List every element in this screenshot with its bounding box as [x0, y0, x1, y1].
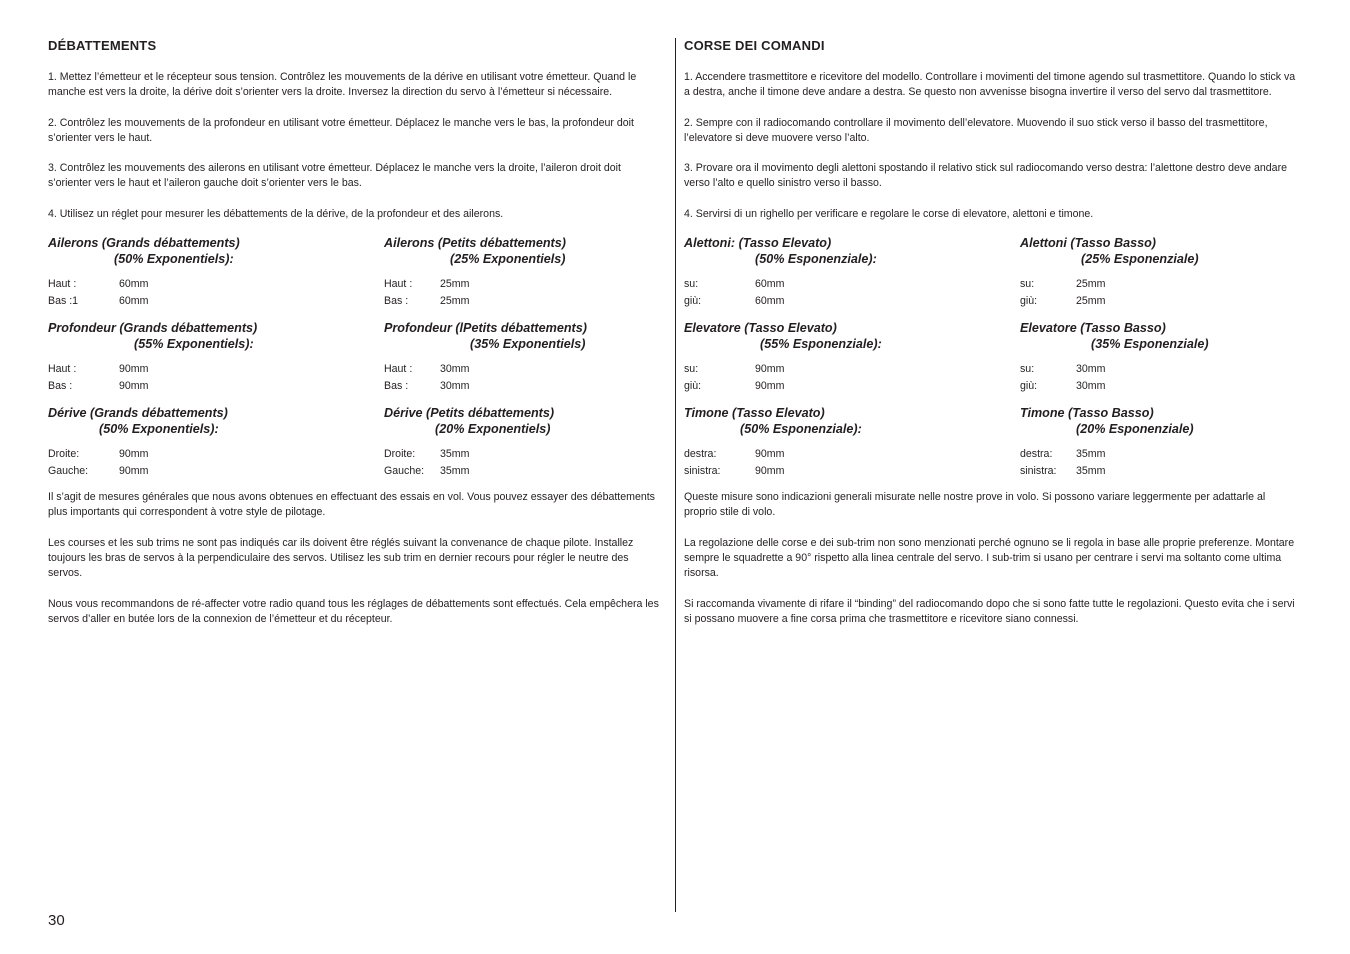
settings-block — [384, 320, 664, 395]
settings-block — [684, 320, 1020, 395]
settings-block — [48, 320, 384, 395]
value-row: Bas :1 60mm — [48, 295, 149, 308]
value-row: Bas : 30mm — [384, 380, 470, 393]
block-title: Alettoni: (Tasso Elevato) (50% Esponenziale): — [684, 236, 877, 267]
paragraph: 3. Provare ora il movimento degli alettoni spostando il relativo stick sul radiocomando verso destra: l’alettone destro deve andare verso l’alto e quello sinistro verso il basso. — [684, 162, 1287, 190]
block-title: Alettoni (Tasso Basso) (25% Esponenziale) — [1020, 236, 1199, 267]
value-row: Haut : 60mm — [48, 278, 149, 291]
value-row: giù: 60mm — [684, 295, 785, 308]
block-title: Ailerons (Grands débattements) (50% Exponentiels): — [48, 236, 240, 267]
settings-block — [1020, 405, 1300, 480]
block-title: Elevatore (Tasso Elevato) (55% Esponenziale): — [684, 321, 882, 352]
value-row: su: 90mm — [684, 363, 785, 376]
value-row: su: 25mm — [1020, 278, 1106, 291]
paragraph: 2. Contrôlez les mouvements de la profondeur en utilisant votre émetteur. Déplacez le manche vers le bas, la profondeur doit s’orienter vers le haut. — [48, 116, 634, 144]
value-row: Gauche: 90mm — [48, 465, 149, 478]
settings-block — [384, 405, 664, 480]
block-title: Profondeur (lPetits débattements) (35% Exponentiels) — [384, 321, 587, 352]
value-row: su: 60mm — [684, 278, 785, 291]
page-number: 30 — [48, 912, 65, 929]
note-paragraph: Queste misure sono indicazioni generali misurate nelle nostre prove in volo. Si possono variare leggermente per adattarle al proprio stile di volo. — [684, 491, 1266, 519]
value-row: destra: 35mm — [1020, 448, 1106, 461]
note-paragraph: Les courses et les sub trims ne sont pas indiqués car ils doivent être réglés suivant la convenance de chaque pilote. Installez toujours les bras de servos à la perpendiculaire des servos. Utilisez les sub trim en dernier recours pour régler le neutre des servos. — [48, 536, 634, 580]
column-french — [48, 38, 663, 642]
block-title: Dérive (Grands débattements) (50% Exponentiels): — [48, 406, 228, 437]
note-paragraph: Nous vous recommandons de ré-affecter votre radio quand tous les réglages de débattements sont effectués. Cela empêchera les servos d’aller en butée lors de la connexion de l’émetteur et du récepteur. — [48, 597, 659, 625]
note-paragraph: Si raccomanda vivamente di rifare il “binding” del radiocomando dopo che si sono fatte tutte le regolazioni. Questo evita che i servi si possano muovere a fine corsa prima che trasmettitore e ricevitore siano connessi. — [684, 597, 1295, 625]
value-row: Haut : 90mm — [48, 363, 149, 376]
value-row: Bas : 25mm — [384, 295, 470, 308]
block-title: Timone (Tasso Elevato) (50% Esponenziale): — [684, 406, 862, 437]
block-title: Profondeur (Grands débattements) (55% Exponentiels): — [48, 321, 258, 352]
block-title: Elevatore (Tasso Basso) (35% Esponenziale) — [1020, 321, 1209, 352]
block-title: Ailerons (Petits débattements) (25% Exponentiels) — [384, 236, 566, 267]
paragraph: 1. Mettez l’émetteur et le récepteur sous tension. Contrôlez les mouvements de la dérive en utilisant votre émetteur. Quand le manche est vers la droite, la dérive doit s’orienter vers la droite. Inversez la direction du servo à l’émetteur si nécessaire. — [48, 71, 637, 99]
value-row: Haut : 30mm — [384, 363, 470, 376]
value-row: Droite: 35mm — [384, 448, 470, 461]
value-row: Bas : 90mm — [48, 380, 149, 393]
section-title: DÉBATTEMENTS — [48, 38, 157, 53]
note-paragraph: Il s’agit de mesures générales que nous avons obtenues en effectuant des essais en vol. Vous pouvez essayer des débattements plus importants qui correspondent à votre style de pilotage. — [48, 491, 655, 519]
paragraph: 3. Contrôlez les mouvements des ailerons en utilisant votre émetteur. Déplacez le manche vers la droite, l’aileron droit doit s’orienter vers le haut et l’aileron gauche doit s’orienter vers le bas. — [48, 162, 621, 190]
value-row: sinistra: 90mm — [684, 465, 785, 478]
paragraph: 4. Utilisez un réglet pour mesurer les débattements de la dérive, de la profondeur et des ailerons. — [48, 207, 504, 220]
settings-block — [684, 235, 1020, 310]
value-row: destra: 90mm — [684, 448, 785, 461]
settings-grid — [48, 235, 663, 490]
paragraph: 1. Accendere trasmettitore e ricevitore del modello. Controllare i movimenti del timone agendo sul trasmettitore. Quando lo stick va a destra, anche il timone deve andare a destra. Se questo non avvenisse bisogna invertire il verso del servo dal trasmettitore. — [684, 71, 1296, 99]
settings-block — [1020, 235, 1300, 310]
block-title: Dérive (Petits débattements) (20% Exponentiels) — [384, 406, 555, 437]
value-row: Gauche: 35mm — [384, 465, 470, 478]
settings-block — [384, 235, 664, 310]
settings-block — [48, 235, 384, 310]
settings-grid — [684, 235, 1299, 490]
value-row: giù: 25mm — [1020, 295, 1106, 308]
settings-block — [684, 405, 1020, 480]
value-row: giù: 30mm — [1020, 380, 1106, 393]
column-divider — [675, 38, 676, 912]
section-title: CORSE DEI COMANDI — [684, 38, 825, 53]
paragraph: 2. Sempre con il radiocomando controllare il movimento dell’elevatore. Muovendo il suo stick verso il basso del trasmettitore, l’elevatore si deve muovere verso l’alto. — [684, 116, 1268, 144]
value-row: su: 30mm — [1020, 363, 1106, 376]
column-italian — [684, 38, 1299, 642]
value-row: giù: 90mm — [684, 380, 785, 393]
note-paragraph: La regolazione delle corse e dei sub-trim non sono menzionati perché ognuno se li regola in base alle proprie preferenze. Montare sempre le squadrette a 90° rispetto alla linea centrale del servo. I sub-trim si usano per centrare i servi ma soltanto come ultima risorsa. — [684, 536, 1295, 580]
value-row: sinistra: 35mm — [1020, 465, 1106, 478]
paragraph: 4. Servirsi di un righello per verificare e regolare le corse di elevatore, alettoni e timone. — [684, 207, 1094, 220]
settings-block — [48, 405, 384, 480]
value-row: Droite: 90mm — [48, 448, 149, 461]
settings-block — [1020, 320, 1300, 395]
block-title: Timone (Tasso Basso) (20% Esponenziale) — [1020, 406, 1194, 437]
value-row: Haut : 25mm — [384, 278, 470, 291]
